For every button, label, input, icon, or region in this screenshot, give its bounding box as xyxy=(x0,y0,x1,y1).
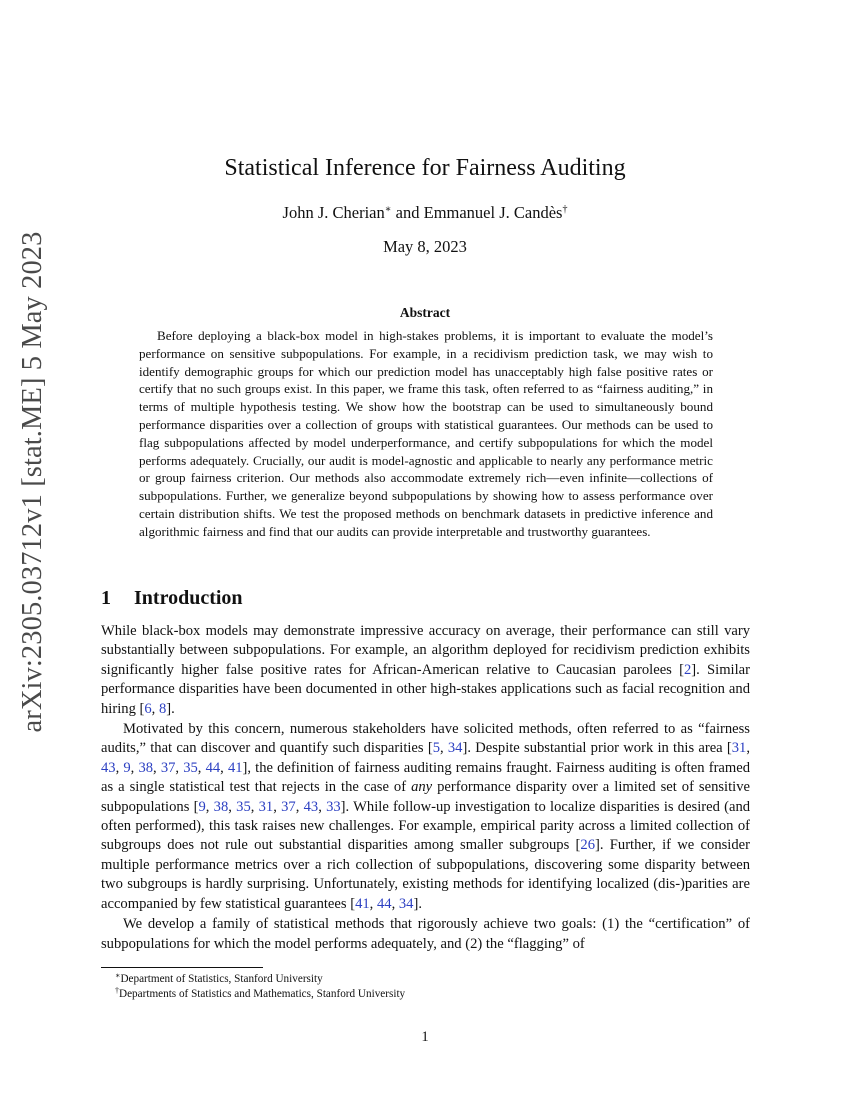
author-candes: Emmanuel J. Candès xyxy=(423,203,563,222)
section-title: Introduction xyxy=(134,587,243,609)
citation-link[interactable]: 37 xyxy=(281,798,296,815)
citation-separator: , xyxy=(115,759,124,776)
citation-link[interactable]: 9 xyxy=(198,798,206,815)
citation-link[interactable]: 41 xyxy=(355,895,370,912)
citation-separator: , xyxy=(318,798,327,815)
citation-link[interactable]: 8 xyxy=(158,700,167,717)
paragraph-text: performance disparity over a limited set of sensitive subpopulations [ xyxy=(101,779,750,815)
citation-separator: , xyxy=(153,759,161,776)
citation-link[interactable]: 43 xyxy=(101,759,116,776)
paragraph-text: While black-box models may demonstrate impressive accuracy on average, their performance can still vary substantially between subpopulations. For example, an algorithm deployed for recidivism prediction exhibits significantly higher false positive rates for African-American relative to Caucasian parolees [ xyxy=(101,623,750,678)
paragraph-text: ]. Similar performance disparities have been documented in other high-stakes applications such as facial recognition and hiring [ xyxy=(101,661,750,717)
citation-link[interactable]: 33 xyxy=(326,798,341,815)
arxiv-identifier: arXiv:2305.03712v1 [stat.ME] 5 May 2023 xyxy=(17,231,48,733)
paragraph-text: ]. Despite substantial prior work in this area [ xyxy=(462,740,732,757)
citation-link[interactable]: 44 xyxy=(205,759,221,776)
footnotes xyxy=(115,972,405,1002)
footnote-1 xyxy=(115,972,405,987)
citation-separator: , xyxy=(273,798,282,815)
citation-separator: , xyxy=(197,759,206,776)
paragraph-3: We develop a family of statistical methods that rigorously achieve two goals: (1) the “certification” of subpopulations for which the model performs adequately, and (2) the “flagging” of xyxy=(101,916,750,952)
citation-link[interactable]: 35 xyxy=(183,759,198,776)
footnote-text: Departments of Statistics and Mathematics, Stanford University xyxy=(119,988,406,1000)
emphasis-any: any xyxy=(411,779,433,796)
paragraph-1 xyxy=(101,622,750,719)
paragraph-text: Motivated by this concern, numerous stakeholders have solicited methods, often referred to as “fairness audits,” that can discover and quantify such disparities [ xyxy=(101,721,750,757)
footnote-mark: ∗ xyxy=(115,971,121,980)
author-line xyxy=(0,202,850,224)
paragraph-text: ]. xyxy=(413,895,422,912)
footnote-mark: † xyxy=(115,986,119,995)
citation-link[interactable]: 5 xyxy=(432,740,440,757)
abstract-text: Before deploying a black-box model in high-stakes problems, it is important to evaluate the model’s performance on sensitive subpopulations. For example, in a recidivism prediction task, we may wish to identify demographic groups for which our prediction model has unacceptably high false positive rates or certify that no such groups exist. In this paper, we frame this task, often referred to as “fairness auditing,” in terms of multiple hypothesis testing. We show how the bootstrap can be used to simultaneously bound performance disparities over a collection of groups with statistical guarantees. Our methods can be used to flag subpopulations affected by model underperformance, and certify subpopulations for which the model performs adequately. Crucially, our audit is model-agnostic and applicable to nearly any performance metric or group fairness criterion. Our methods also accommodate extremely rich—even infinite—collections of subpopulations. Further, we generalize beyond subpopulations by showing how to assess performance over certain distribution shifts. We test the proposed methods on benchmark datasets in predictive inference and algorithmic fairness and find that our audits can provide interpretable and trustworthy guarantees. xyxy=(139,328,713,539)
paragraph-2 xyxy=(101,720,750,914)
paper-title: Statistical Inference for Fairness Auditing xyxy=(224,155,626,181)
citation-separator: , xyxy=(220,759,228,776)
citation-link[interactable]: 6 xyxy=(144,700,152,717)
citation-separator: , xyxy=(391,895,399,912)
citation-link[interactable]: 31 xyxy=(258,798,274,815)
footnote-text: Department of Statistics, Stanford University xyxy=(120,973,323,985)
citation-separator: , xyxy=(130,759,139,776)
citation-link[interactable]: 34 xyxy=(398,895,414,912)
citation-separator: , xyxy=(295,798,304,815)
citation-link[interactable]: 31 xyxy=(731,740,747,757)
author-conjunction: and xyxy=(391,203,424,222)
abstract-heading: Abstract xyxy=(399,305,451,320)
affiliation-mark-1: ∗ xyxy=(384,204,392,215)
citation-link[interactable]: 38 xyxy=(213,798,229,815)
author-cherian: John J. Cherian xyxy=(282,203,385,222)
citation-separator: , xyxy=(746,740,750,757)
citation-separator: , xyxy=(250,798,259,815)
citation-link[interactable]: 35 xyxy=(236,798,251,815)
citation-link[interactable]: 34 xyxy=(447,740,463,757)
page-number: 1 xyxy=(421,1029,429,1045)
citation-separator: , xyxy=(175,759,184,776)
paragraph-text: ], the definition of fairness auditing remains fraught. Fairness auditing is often framed as a single statistical test that rejects in the case of xyxy=(101,759,751,796)
paper-date: May 8, 2023 xyxy=(383,237,467,256)
citation-separator: , xyxy=(205,798,214,815)
citation-link[interactable]: 9 xyxy=(123,759,131,776)
paragraph-text: ]. Further, if we consider multiple performance metrics over a rich collection of subpopulations, discovering some disparity between two subgroups is hardly surprising. Unfortunately, existing methods for identifying localized (dis-)parities are accompanied by few statistical guarantees [ xyxy=(101,837,750,912)
citation-link[interactable]: 37 xyxy=(160,759,176,776)
citation-link[interactable]: 2 xyxy=(683,661,692,678)
citation-link[interactable]: 43 xyxy=(303,798,319,815)
footnote-2 xyxy=(115,987,405,1002)
paragraph-text: ]. While follow-up investigation to localize disparities is desired (and often performed), this task raises new challenges. For example, empirical parity across a limited collection of subgroups does not rule out substantial disparities among smaller subgroups [ xyxy=(101,798,751,854)
paragraph-text: ]. xyxy=(166,700,175,717)
arxiv-identifier-margin xyxy=(2,231,64,733)
affiliation-mark-2: † xyxy=(562,204,568,215)
section-number: 1 xyxy=(101,587,111,609)
citation-link[interactable]: 41 xyxy=(227,759,243,776)
citation-separator: , xyxy=(151,700,159,717)
citation-link[interactable]: 38 xyxy=(138,759,154,776)
introduction-body xyxy=(101,622,750,954)
citation-separator: , xyxy=(439,740,448,757)
footnote-rule xyxy=(101,967,263,968)
citation-separator: , xyxy=(228,798,237,815)
citation-separator: , xyxy=(369,895,377,912)
citation-link[interactable]: 44 xyxy=(376,895,392,912)
section-heading-introduction xyxy=(101,585,243,611)
citation-link[interactable]: 26 xyxy=(580,837,595,854)
